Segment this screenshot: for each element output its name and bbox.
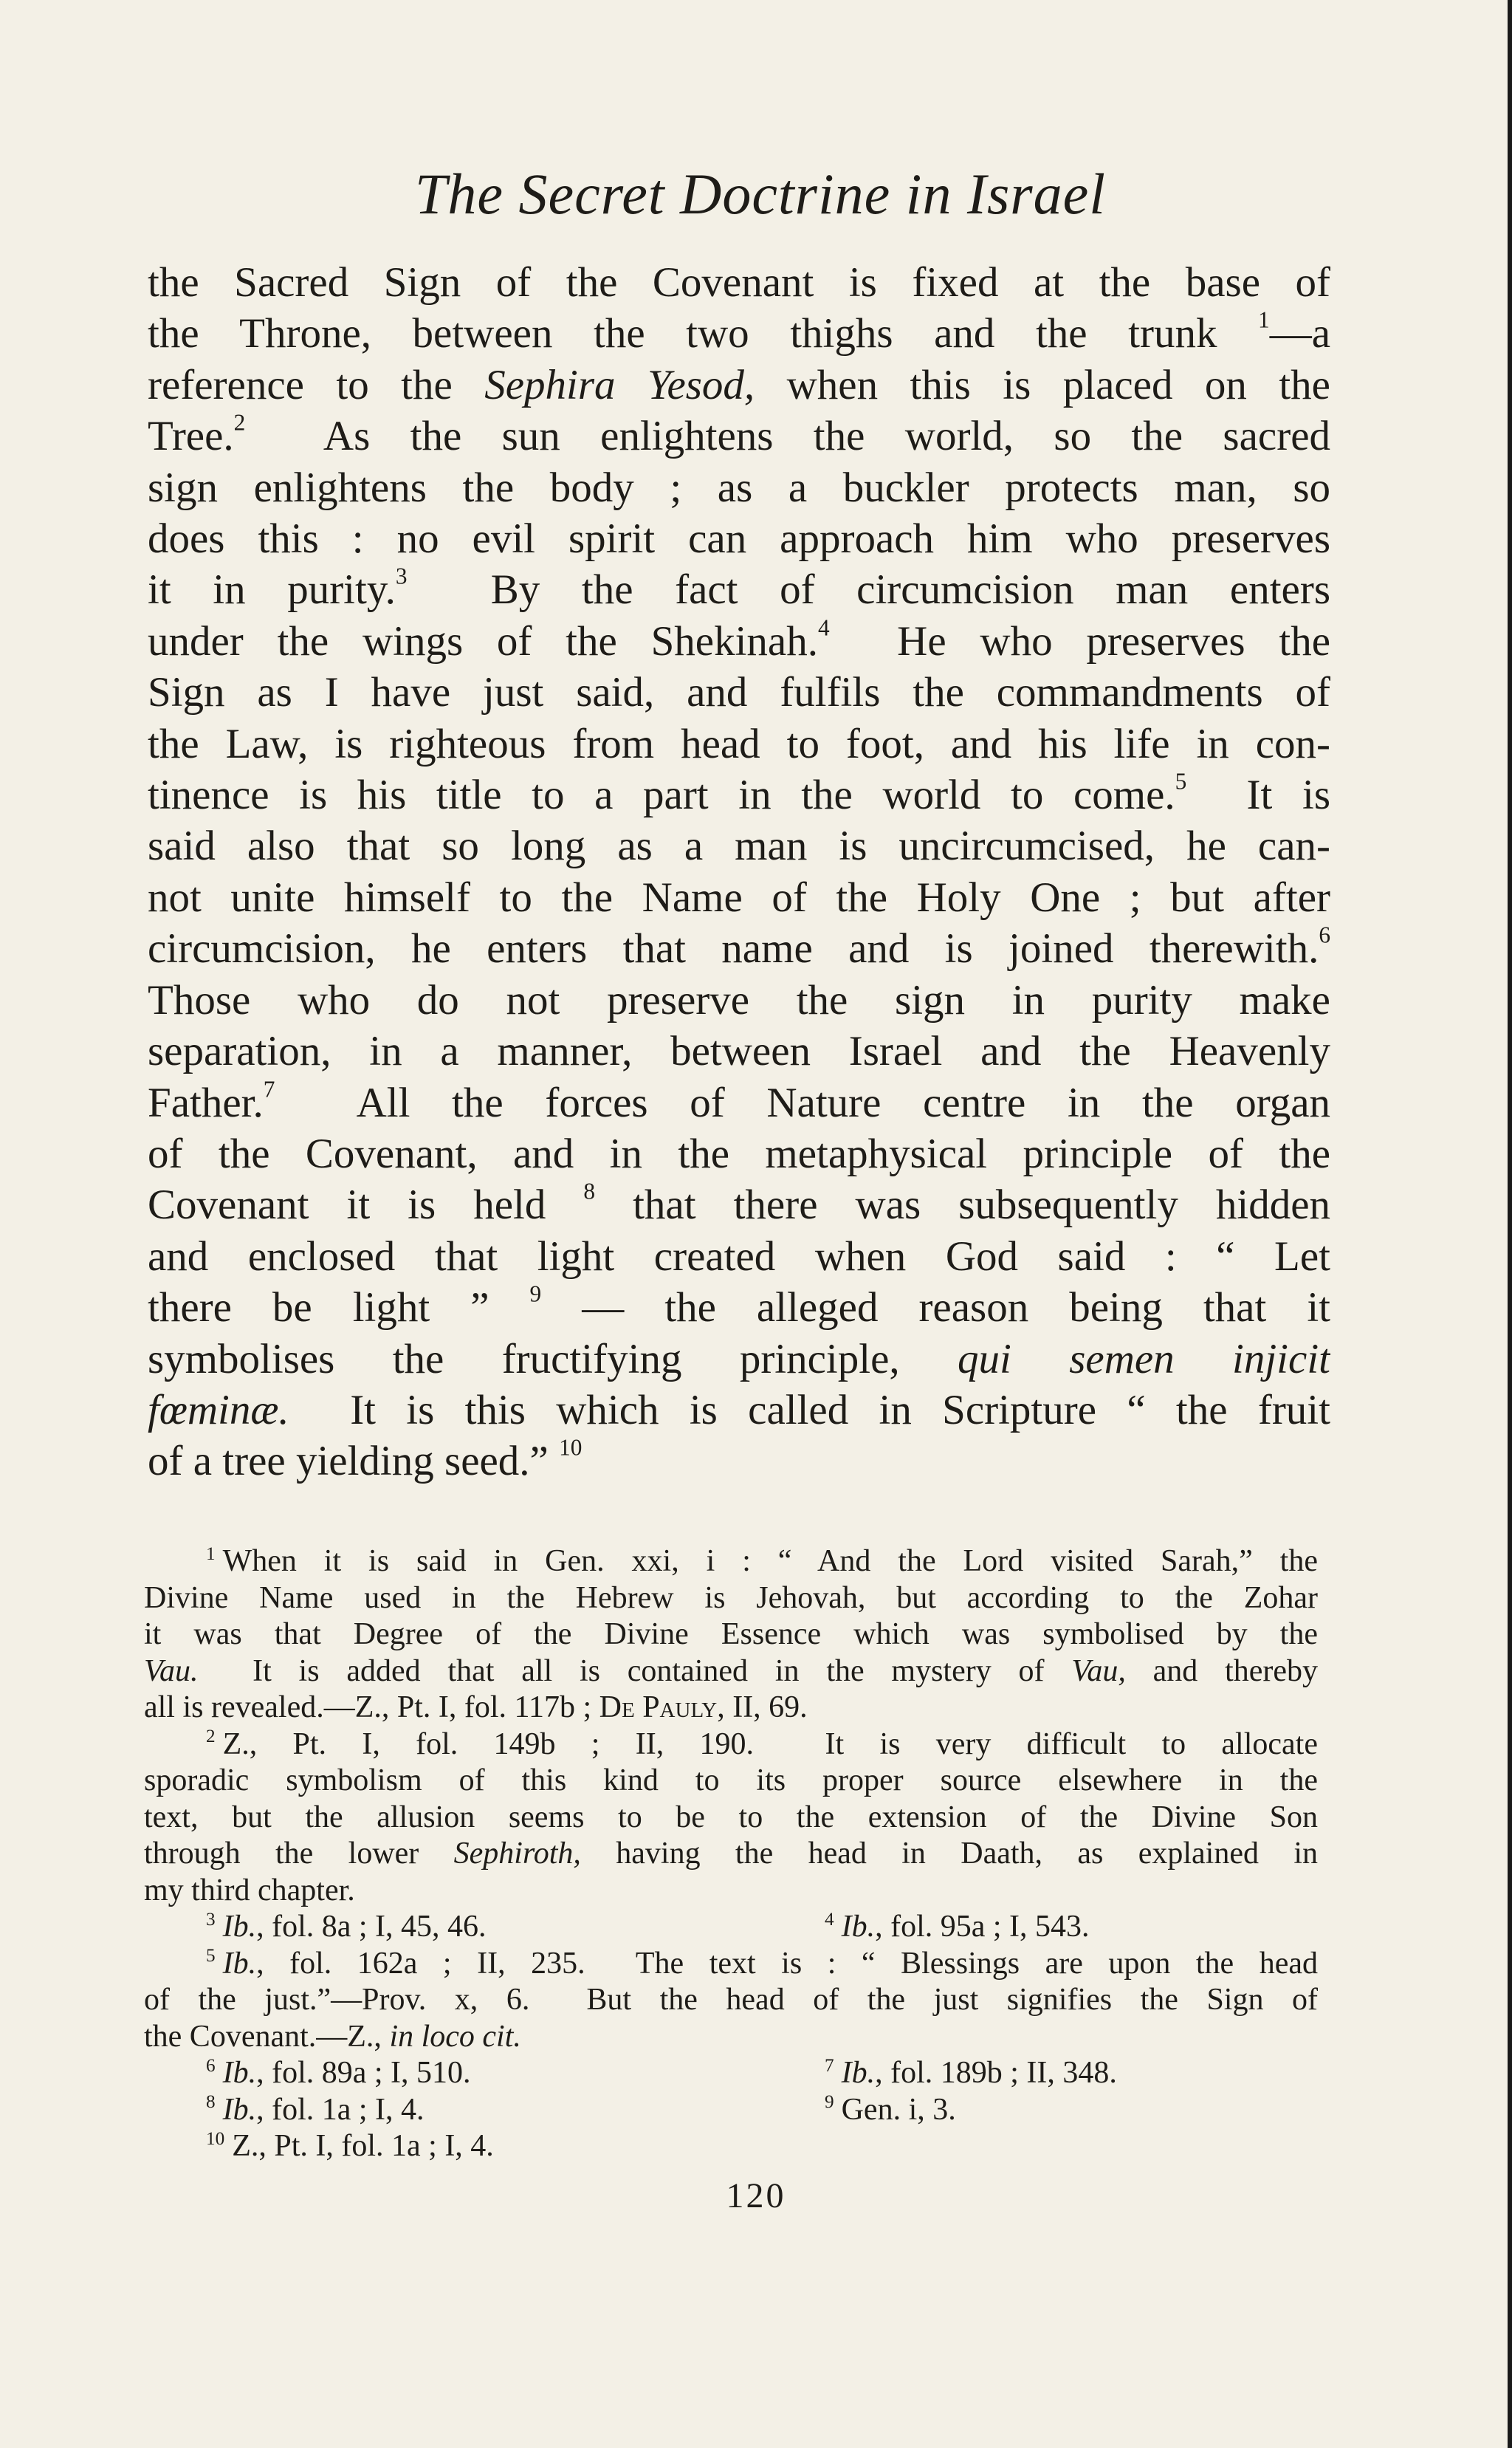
body-line: under the wings of the Shekinah.$^4$ He who preserves the	[148, 615, 1330, 665]
footnote-marker: 7	[263, 1077, 275, 1102]
footnote-entry: $^4$ Ib., fol. 95a ; I, 543.	[825, 1909, 1090, 1944]
footnote-row	[144, 2092, 1318, 2129]
italic-text: Ib.	[222, 1946, 257, 1981]
footnote-number: 5	[206, 1946, 216, 1967]
footnote-entry	[825, 2128, 1318, 2165]
running-header: The Secret Doctrine in Israel	[415, 162, 1106, 226]
body-line: fœminæ. It is this which is called in Scripture “ the fruit	[148, 1386, 1330, 1433]
footnote-line: it was that Degree of the Divine Essence which was symbolised by the	[144, 1617, 1318, 1651]
footnote-entry: $^{10}$ Z., Pt. I, fol. 1a ; I, 4.	[206, 2128, 494, 2163]
footnote-line: text, but the allusion seems to be to the extension of the Divine Son	[144, 1800, 1318, 1834]
body-line: not unite himself to the Name of the Holy One ; but after	[148, 874, 1330, 921]
body-line: of the Covenant, and in the metaphysical principle of the	[148, 1130, 1330, 1177]
page-number: 120	[726, 2176, 786, 2215]
footnote-line: all is revealed.—Z., Pt. I, fol. 117b ; De Pauly, II, 69.	[144, 1690, 808, 1724]
footnotes	[144, 1543, 1318, 2165]
body-line: the Law, is righteous from head to foot, and his life in con-	[148, 720, 1330, 767]
body-line: and enclosed that light created when God said : “ Let	[148, 1232, 1330, 1280]
italic-text: Ib.	[222, 2092, 257, 2127]
italic-text: qui semen injicit	[958, 1335, 1330, 1382]
body-line: circumcision, he enters that name and is joined therewith.$^6$	[148, 923, 1330, 973]
body-text	[148, 257, 1330, 1487]
small-caps-text: De Pauly	[599, 1690, 718, 1724]
body-line: the Throne, between the two thighs and the trunk $^1$—a	[148, 308, 1330, 357]
italic-text: Ib.	[222, 2056, 257, 2090]
body-line: there be light ” $^9$ — the alleged reason being that it	[148, 1282, 1330, 1331]
page-edge	[1508, 0, 1512, 2448]
footnote-marker: 6	[1319, 923, 1330, 948]
footnote-row	[144, 2128, 1318, 2165]
footnote-number: 6	[206, 2055, 216, 2076]
footnote-number: 7	[825, 2055, 834, 2076]
italic-text: in loco cit.	[389, 2019, 521, 2054]
italic-text: Ib.	[841, 1910, 876, 1944]
body-line: separation, in a manner, between Israel and the Heavenly	[148, 1028, 1330, 1075]
footnote-number: 9	[825, 2092, 834, 2113]
italic-text: Vau.	[144, 1653, 199, 1688]
footnote-number: 2	[206, 1727, 216, 1747]
footnote-row	[144, 1909, 1318, 1946]
body-line: Tree.$^2$ As the sun enlightens the world, so the sacred	[148, 411, 1330, 460]
footnote-line: Vau. It is added that all is contained in the mystery of Vau, and thereby	[144, 1653, 1318, 1688]
body-line: reference to the Sephira Yesod, when this is placed on the	[148, 361, 1330, 408]
footnote-row	[144, 2055, 1318, 2092]
footnote-line: $^2$ Z., Pt. I, fol. 149b ; II, 190. It is very difficult to allocate	[206, 1727, 1318, 1761]
footnote-line: sporadic symbolism of this kind to its proper source elsewhere in the	[144, 1763, 1318, 1797]
body-line: the Sacred Sign of the Covenant is fixed at the base of	[148, 259, 1330, 306]
body-line: said also that so long as a man is uncircumcised, he can-	[148, 823, 1330, 870]
footnote-number: 1	[206, 1543, 216, 1564]
footnote-marker: 9	[529, 1282, 542, 1307]
body-line: symbolises the fructifying principle, qui semen injicit	[148, 1335, 1330, 1382]
footnote-entry: $^6$ Ib., fol. 89a ; I, 510.	[206, 2055, 471, 2090]
footnote-line: the Covenant.—Z., in loco cit.	[144, 2019, 521, 2054]
body-line: sign enlightens the body ; as a buckler protects man, so	[148, 464, 1330, 511]
italic-text: Ib.	[222, 1910, 257, 1944]
footnote-line: $^1$ When it is said in Gen. xxi, i : “ And the Lord visited Sarah,” the	[206, 1543, 1318, 1578]
footnote-entry: $^9$ Gen. i, 3.	[825, 2092, 956, 2127]
body-line: Father.$^7$ All the forces of Nature centre in the organ	[148, 1077, 1330, 1126]
footnote-line: my third chapter.	[144, 1873, 355, 1907]
body-line: it in purity.$^3$ By the fact of circumcision man enters	[148, 564, 1330, 614]
footnote-line: of the just.”—Prov. x, 6. But the head of the just signifies the Sign of	[144, 1983, 1318, 2017]
footnote-marker: 4	[817, 615, 830, 641]
footnote-entry: $^8$ Ib., fol. 1a ; I, 4.	[206, 2092, 425, 2127]
footnote-marker: 10	[559, 1436, 583, 1461]
footnote-marker: 3	[395, 564, 408, 589]
body-line: Sign as I have just said, and fulfils the commandments of	[148, 669, 1330, 716]
footnote-number: 8	[206, 2092, 216, 2113]
italic-text: Sephira Yesod,	[484, 361, 755, 408]
italic-text: Ib.	[841, 2056, 876, 2090]
footnote-entry: $^7$ Ib., fol. 189b ; II, 348.	[825, 2055, 1117, 2090]
italic-text: Sephiroth,	[453, 1837, 581, 1871]
footnote-number: 3	[206, 1909, 216, 1930]
body-line: Those who do not preserve the sign in purity make	[148, 976, 1330, 1024]
footnote-marker: 1	[1258, 308, 1270, 333]
footnote-marker: 2	[233, 411, 246, 436]
footnote-entry: $^3$ Ib., fol. 8a ; I, 45, 46.	[206, 1909, 487, 1944]
footnote-line: $^5$ Ib., fol. 162a ; II, 235. The text is : “ Blessings are upon the head	[206, 1946, 1318, 1981]
body-line: tinence is his title to a part in the world to come.$^5$ It is	[148, 769, 1330, 819]
footnote-number: 4	[825, 1909, 834, 1930]
body-line: of a tree yielding seed.” $^{10}$	[148, 1436, 583, 1485]
italic-text: fœminæ.	[148, 1386, 289, 1433]
footnote-line: through the lower Sephiroth, having the head in Daath, as explained in	[144, 1837, 1318, 1871]
footnote-number: 10	[206, 2128, 225, 2149]
italic-text: Vau,	[1071, 1653, 1126, 1688]
footnote-line: Divine Name used in the Hebrew is Jehovah, but according to the Zohar	[144, 1580, 1318, 1615]
body-line: does this : no evil spirit can approach him who preserves	[148, 515, 1330, 563]
footnote-marker: 8	[583, 1179, 596, 1204]
body-line: Covenant it is held $^8$ that there was subsequently hidden	[148, 1179, 1330, 1229]
footnote-marker: 5	[1175, 769, 1187, 795]
